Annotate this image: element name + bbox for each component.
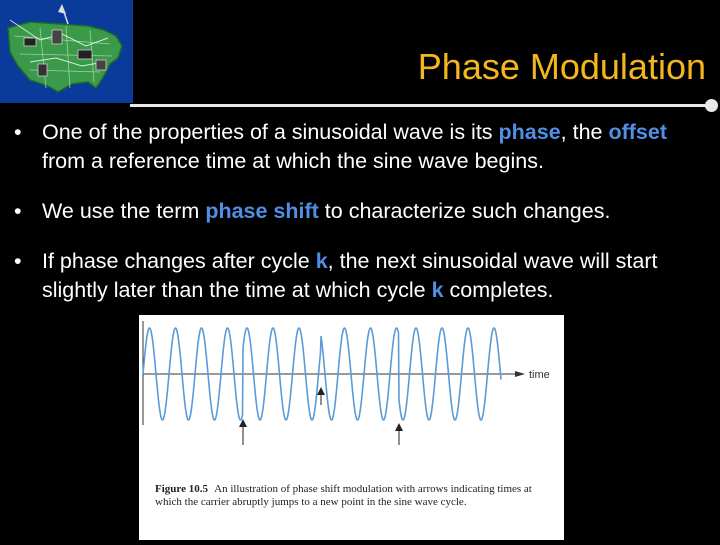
phase-shift-arrow-1 — [239, 419, 247, 445]
bullet-text: completes. — [443, 278, 554, 302]
bullet-text: , the — [560, 120, 609, 144]
time-axis-label: time — [529, 369, 550, 381]
bullet-item — [14, 197, 714, 226]
title-divider — [130, 104, 712, 107]
bullet-text: from a reference time at which the sine wave begins. — [42, 149, 544, 173]
usa-network-map-logo — [0, 0, 133, 103]
up-arrow-icon — [395, 423, 403, 431]
bullet-text: , the next sinusoidal wave will start slightly later than the time at which cycle — [42, 249, 658, 302]
figure-caption-text: An illustration of phase shift modulation with arrows indicating times at which the carrier abruptly jumps to a new point in the sine wave cycle. — [155, 483, 532, 508]
figure-caption-label: Figure 10.5 — [155, 483, 208, 495]
highlighted-term: phase — [498, 120, 561, 144]
time-axis-arrow-icon — [515, 371, 525, 377]
phase-shift-arrow-2 — [317, 387, 325, 405]
highlighted-term: offset — [608, 120, 668, 144]
highlighted-term: phase shift — [205, 199, 319, 223]
slide-title: Phase Modulation — [417, 46, 706, 87]
bullet-marker: • — [14, 120, 22, 144]
bullet-item — [14, 247, 714, 305]
phase-shift-figure — [139, 315, 564, 540]
highlighted-term: k — [315, 249, 328, 273]
bullet-item — [14, 118, 714, 176]
bullet-text: If phase changes after cycle — [42, 249, 316, 273]
highlighted-term: k — [431, 278, 444, 302]
title-divider-endpoint — [705, 99, 718, 112]
bullet-marker: • — [14, 249, 22, 273]
bullet-list — [14, 118, 714, 326]
bullet-text: We use the term — [42, 199, 206, 223]
bullet-text: One of the properties of a sinusoidal wave is its — [42, 120, 499, 144]
figure-caption — [155, 483, 555, 509]
bullet-text: to characterize such changes. — [318, 199, 611, 223]
bullet-marker: • — [14, 199, 22, 223]
phase-shift-arrow-3 — [395, 423, 403, 445]
up-arrow-icon — [317, 387, 325, 395]
